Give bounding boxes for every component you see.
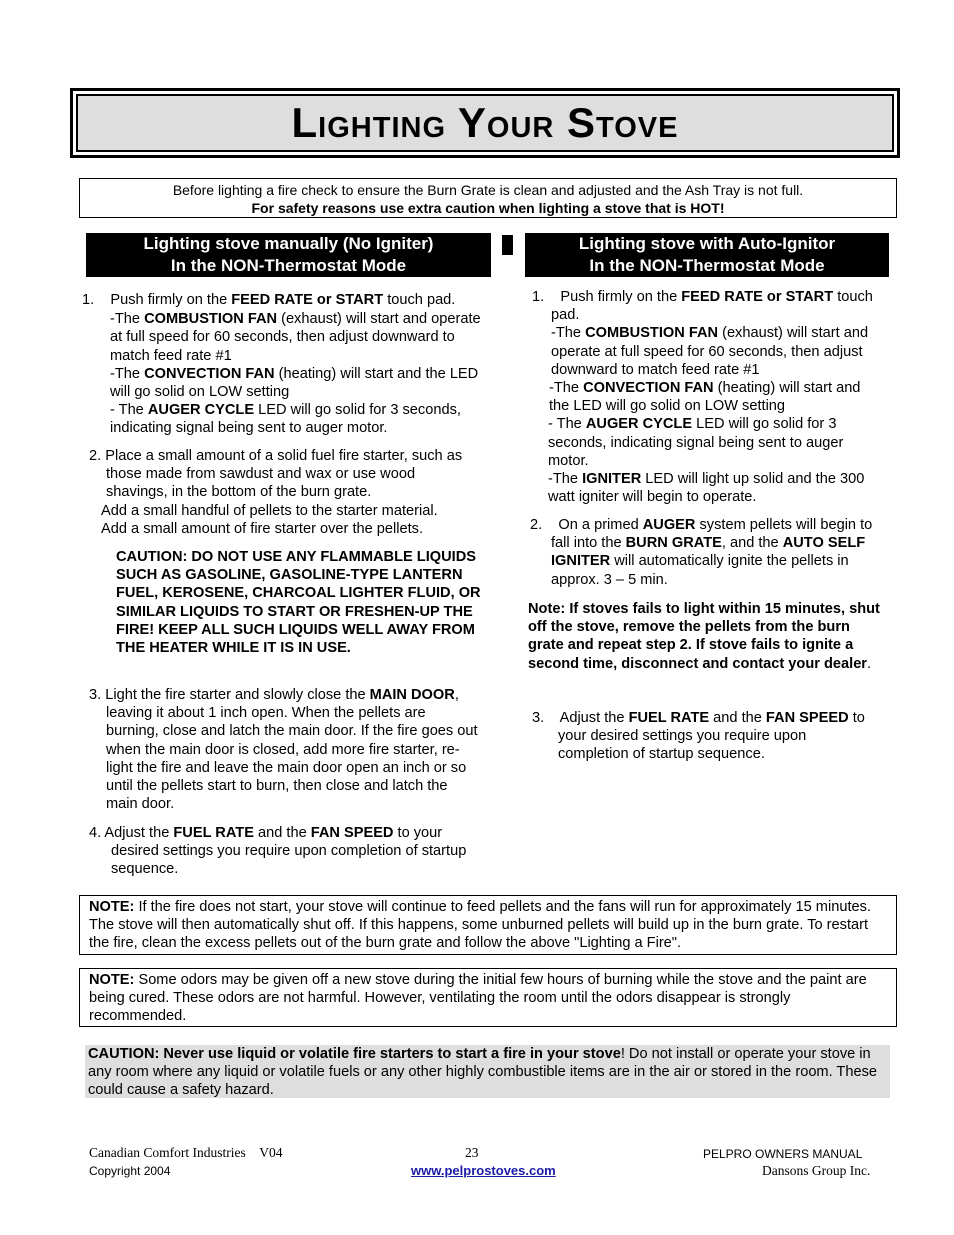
step-text: Adjust the: [559, 710, 629, 726]
step-text: Add a small amount of fire starter over the pellets.: [101, 520, 424, 537]
right-step-1: [532, 288, 880, 506]
step-text: touch pad.: [551, 289, 873, 324]
caution-text: ! Do not install or operate your stove in any room where any liquid or volatile fuels or any other highly combustible items are in the air or stored in the room. These could cause a safety hazard.: [88, 1046, 877, 1098]
step-text: , and the: [721, 535, 783, 552]
caution-bold: CAUTION: Never use liquid or volatile fire starters to start a fire in your stove: [88, 1046, 621, 1062]
step-text: Add a small handful of pellets to the starter material.: [101, 502, 438, 519]
right-heading-line2: In the NON-Thermostat Mode: [589, 256, 825, 275]
left-heading-line2: In the NON-Thermostat Mode: [170, 256, 407, 275]
step-bold: AUGER CYCLE: [147, 402, 255, 419]
title-frame: [70, 88, 900, 158]
note-text: Some odors may be given off a new stove during the initial few hours of burning while the stove and the paint are being cured. These odors are not harmful. However, ventilating the room until the odors disappear is strongly recommended.: [89, 972, 867, 1024]
step-bold: CONVECTION FAN: [144, 365, 275, 382]
footer-company: [89, 1145, 282, 1161]
note-label: NOTE:: [89, 972, 135, 988]
step-text: to your desired settings you require upon completion of startup sequence.: [111, 825, 467, 878]
step-number: 3.: [532, 710, 545, 726]
step-text: and the: [253, 825, 311, 841]
step-text: On a primed: [558, 517, 643, 533]
footer-url-link[interactable]: www.pelprostoves.com: [411, 1163, 556, 1178]
footer-page-number: 23: [465, 1145, 479, 1160]
step-number: 1.: [82, 292, 95, 308]
left-step-1: [82, 291, 490, 438]
page-title: Lighting Your Stove: [291, 99, 679, 146]
version: V04: [259, 1145, 283, 1160]
step-bold: AUGER CYCLE: [585, 416, 693, 433]
step-text: -The: [548, 471, 583, 488]
step-bold: MAIN DOOR: [369, 687, 455, 703]
step-text: (exhaust) will start and operate at full speed for 60 seconds, then adjust downward to match feed rate #1: [110, 311, 481, 364]
step-text: (exhaust) will start and operate at full speed for 60 seconds, then adjust downward to match feed rate #1: [551, 325, 869, 378]
caution-box: [85, 1045, 890, 1098]
step-text: touch pad.: [383, 292, 456, 308]
step-text: 3. Light the fire starter and slowly close the: [89, 687, 370, 703]
note-box-fire: [79, 895, 897, 955]
footer-manual: PELPRO OWNERS MANUAL: [703, 1147, 863, 1161]
step-bold: FAN SPEED: [765, 710, 849, 726]
left-column-heading: [86, 233, 491, 277]
step-text: to your desired settings you require upon completion of startup sequence.: [558, 710, 865, 763]
column-divider-mark: [502, 235, 513, 255]
step-bold: FAN SPEED: [310, 825, 394, 841]
footer-group: Dansons Group Inc.: [762, 1163, 871, 1178]
step-text: LED will go solid for 3 seconds, indicating signal being sent to auger motor.: [548, 416, 844, 469]
step-text: - The: [110, 402, 148, 419]
right-step-2: [530, 516, 882, 589]
step-text: -The: [110, 311, 145, 328]
note-end: .: [866, 655, 872, 672]
step-text: LED will light up solid and the 300 watt igniter will begin to operate.: [548, 471, 865, 506]
step-text: 4. Adjust the: [89, 825, 174, 841]
step-text: and the: [709, 710, 766, 726]
right-heading-line1: Lighting stove with Auto-Ignitor: [578, 234, 836, 253]
step-text: -The: [549, 380, 584, 397]
step-bold: AUGER: [642, 517, 696, 533]
step-number: 1.: [532, 289, 545, 305]
left-step-4: [89, 824, 479, 879]
step-text: , leaving it about 1 inch open. When the pellets are burning, close and latch the main door. If the fire goes out when the main door is closed, add more fire starter, re-light the fire and leave the main door open an inch or so until the pellets start to burn, then close and latch the main door.: [106, 687, 478, 813]
intro-box: [79, 178, 897, 218]
step-bold: BURN GRATE: [625, 535, 722, 552]
intro-warning: For safety reasons use extra caution when lighting a stove that is HOT!: [251, 200, 725, 216]
step-bold: COMBUSTION FAN: [144, 311, 278, 328]
step-text: Push firmly on the: [560, 289, 682, 305]
step-text: LED will go solid for 3 seconds, indicating signal being sent to auger motor.: [110, 402, 461, 437]
step-bold: CONVECTION FAN: [583, 380, 714, 397]
step-text: (heating) will start and the LED will go solid on LOW setting: [549, 380, 861, 415]
step-bold: IGNITER: [582, 471, 642, 488]
right-column-heading: [525, 233, 889, 277]
right-note: [528, 600, 880, 673]
left-step-3: [89, 686, 479, 813]
step-bold: FUEL RATE: [173, 825, 254, 841]
step-text: (heating) will start and the LED will go solid on LOW setting: [110, 365, 479, 401]
company-name: Canadian Comfort Industries: [89, 1145, 246, 1160]
step-text: system pellets will begin to fall into the: [551, 517, 873, 552]
footer-copyright: Copyright 2004: [89, 1164, 171, 1178]
step-bold: AUTO SELF IGNITER: [551, 535, 866, 570]
step-text: will automatically ignite the pellets in approx. 3 – 5 min.: [551, 553, 849, 588]
step-text: - The: [548, 416, 586, 433]
left-heading-line1: Lighting stove manually (No Igniter): [143, 234, 434, 253]
left-step-2: [89, 447, 479, 538]
step-text: -The: [551, 325, 586, 342]
step-bold: FEED RATE or START: [681, 289, 834, 305]
step-text: 2. Place a small amount of a solid fuel fire starter, such as those made from sawdust and wax or use wood shavings, in the bottom of the burn grate.: [89, 448, 463, 501]
right-step-3: [532, 709, 878, 764]
intro-line: Before lighting a fire check to ensure the Burn Grate is clean and adjusted and the Ash Tray is not full.: [172, 182, 804, 198]
step-bold: FUEL RATE: [628, 710, 710, 726]
step-bold: FEED RATE or START: [231, 292, 384, 308]
note-text: If the fire does not start, your stove will continue to feed pellets and the fans will run for approximately 15 minutes. The stove will then automatically shut off. If this happens, some unburned pellets will build up in the burn grate. To restart the fire, clean the excess pellets out of the burn grate and follow the above "Lighting a Fire".: [89, 899, 871, 951]
note-label: NOTE:: [89, 899, 135, 915]
note-text: Note: If stoves fails to light within 15 minutes, shut off the stove, remove the pellets from the burn grate and repeat step 2. If stove fails to ignite a second time, disconnect and contact your dealer: [528, 601, 880, 672]
step-bold: COMBUSTION FAN: [585, 325, 719, 342]
title-panel: [76, 94, 894, 152]
left-caution: CAUTION: DO NOT USE ANY FLAMMABLE LIQUIDS SUCH AS GASOLINE, GASOLINE-TYPE LANTERN FUEL, KEROSENE, CHARCOAL LIGHTER FLUID, OR SIMILAR LIQUIDS TO START OR FRESHEN-UP THE FIRE! KEEP ALL SUCH LIQUIDS WELL AWAY FROM THE HEATER WHILE IT IS IN USE.: [116, 549, 481, 657]
step-text: -The: [110, 365, 145, 382]
note-box-odors: [79, 968, 897, 1027]
step-text: Push firmly on the: [110, 292, 232, 308]
step-number: 2.: [530, 517, 543, 533]
